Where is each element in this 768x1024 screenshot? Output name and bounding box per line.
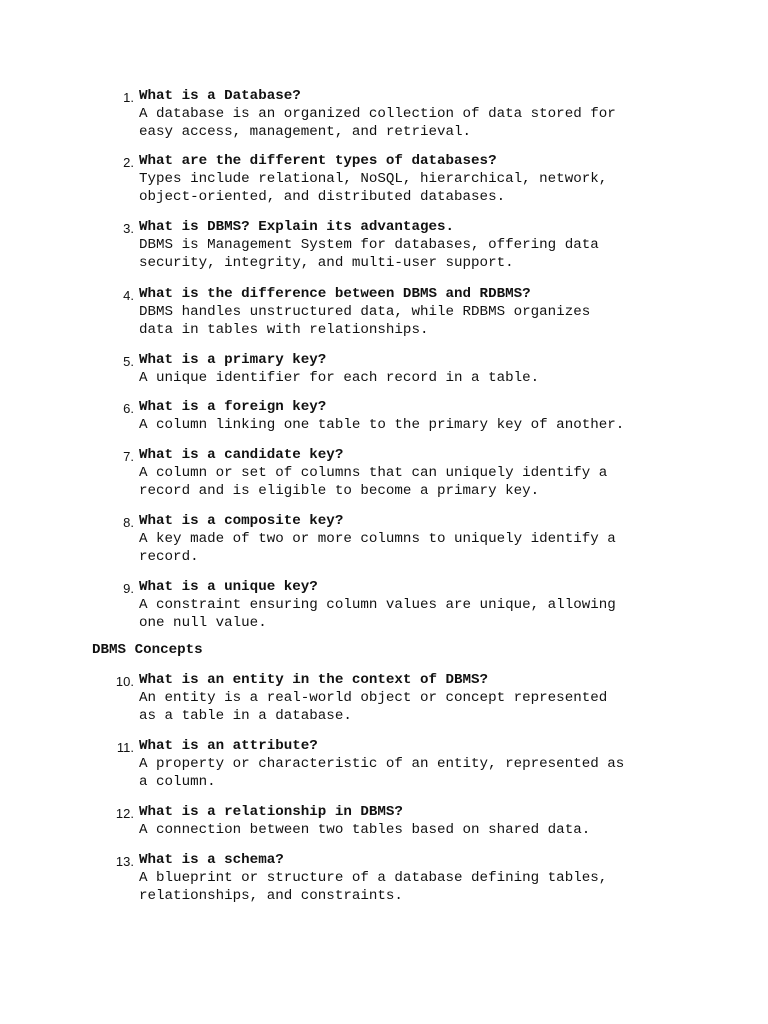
answer-text: A blueprint or structure of a database defining tables, relationships, and constraints.	[139, 870, 608, 904]
item-number: 9.	[123, 581, 134, 596]
item-number: 4.	[123, 288, 134, 303]
item-number: 3.	[123, 221, 134, 236]
item-number: 2.	[123, 155, 134, 170]
question-text: What is a candidate key?	[139, 447, 344, 463]
answer-text: A unique identifier for each record in a table.	[139, 370, 540, 386]
answer-text: A constraint ensuring column values are unique, allowing one null value.	[139, 597, 616, 631]
question-text: What are the different types of databases?	[139, 153, 497, 169]
question-text: What is a relationship in DBMS?	[139, 804, 403, 820]
item-number: 5.	[123, 354, 134, 369]
item-number: 11.	[116, 740, 134, 755]
answer-text: A connection between two tables based on shared data.	[139, 822, 591, 838]
question-text: What is a primary key?	[139, 352, 327, 368]
answer-text: Types include relational, NoSQL, hierarchical, network, object-oriented, and distributed databases.	[139, 171, 608, 205]
question-text: What is a schema?	[139, 852, 284, 868]
answer-text: An entity is a real-world object or concept represented as a table in a database.	[139, 690, 608, 724]
question-text: What is a unique key?	[139, 579, 318, 595]
question-text: What is an entity in the context of DBMS?	[139, 672, 489, 688]
question-text: What is the difference between DBMS and RDBMS?	[139, 286, 531, 302]
answer-text: DBMS is Management System for databases, offering data security, integrity, and multi-user support.	[139, 237, 599, 271]
item-number: 13.	[115, 854, 134, 869]
question-text: What is a composite key?	[139, 513, 344, 529]
answer-text: A property or characteristic of an entity, represented as a column.	[139, 756, 625, 790]
question-text: What is DBMS? Explain its advantages.	[139, 219, 455, 235]
section-heading: DBMS Concepts	[92, 642, 203, 658]
answer-text: A column linking one table to the primary key of another.	[139, 417, 625, 433]
item-number: 1.	[123, 90, 134, 105]
item-number: 8.	[123, 515, 134, 530]
item-number: 12.	[115, 806, 134, 821]
answer-text: A key made of two or more columns to uniquely identify a record.	[139, 531, 616, 565]
item-number: 6.	[123, 401, 134, 416]
question-text: What is a Database?	[139, 88, 301, 104]
answer-text: A database is an organized collection of data stored for easy access, management, and retrieval.	[139, 106, 616, 140]
answer-text: A column or set of columns that can uniquely identify a record and is eligible to become a primary key.	[139, 465, 608, 499]
answer-text: DBMS handles unstructured data, while RDBMS organizes data in tables with relationships.	[139, 304, 591, 338]
item-number: 10.	[115, 674, 134, 689]
question-text: What is a foreign key?	[139, 399, 327, 415]
question-text: What is an attribute?	[139, 738, 318, 754]
item-number: 7.	[123, 449, 134, 464]
